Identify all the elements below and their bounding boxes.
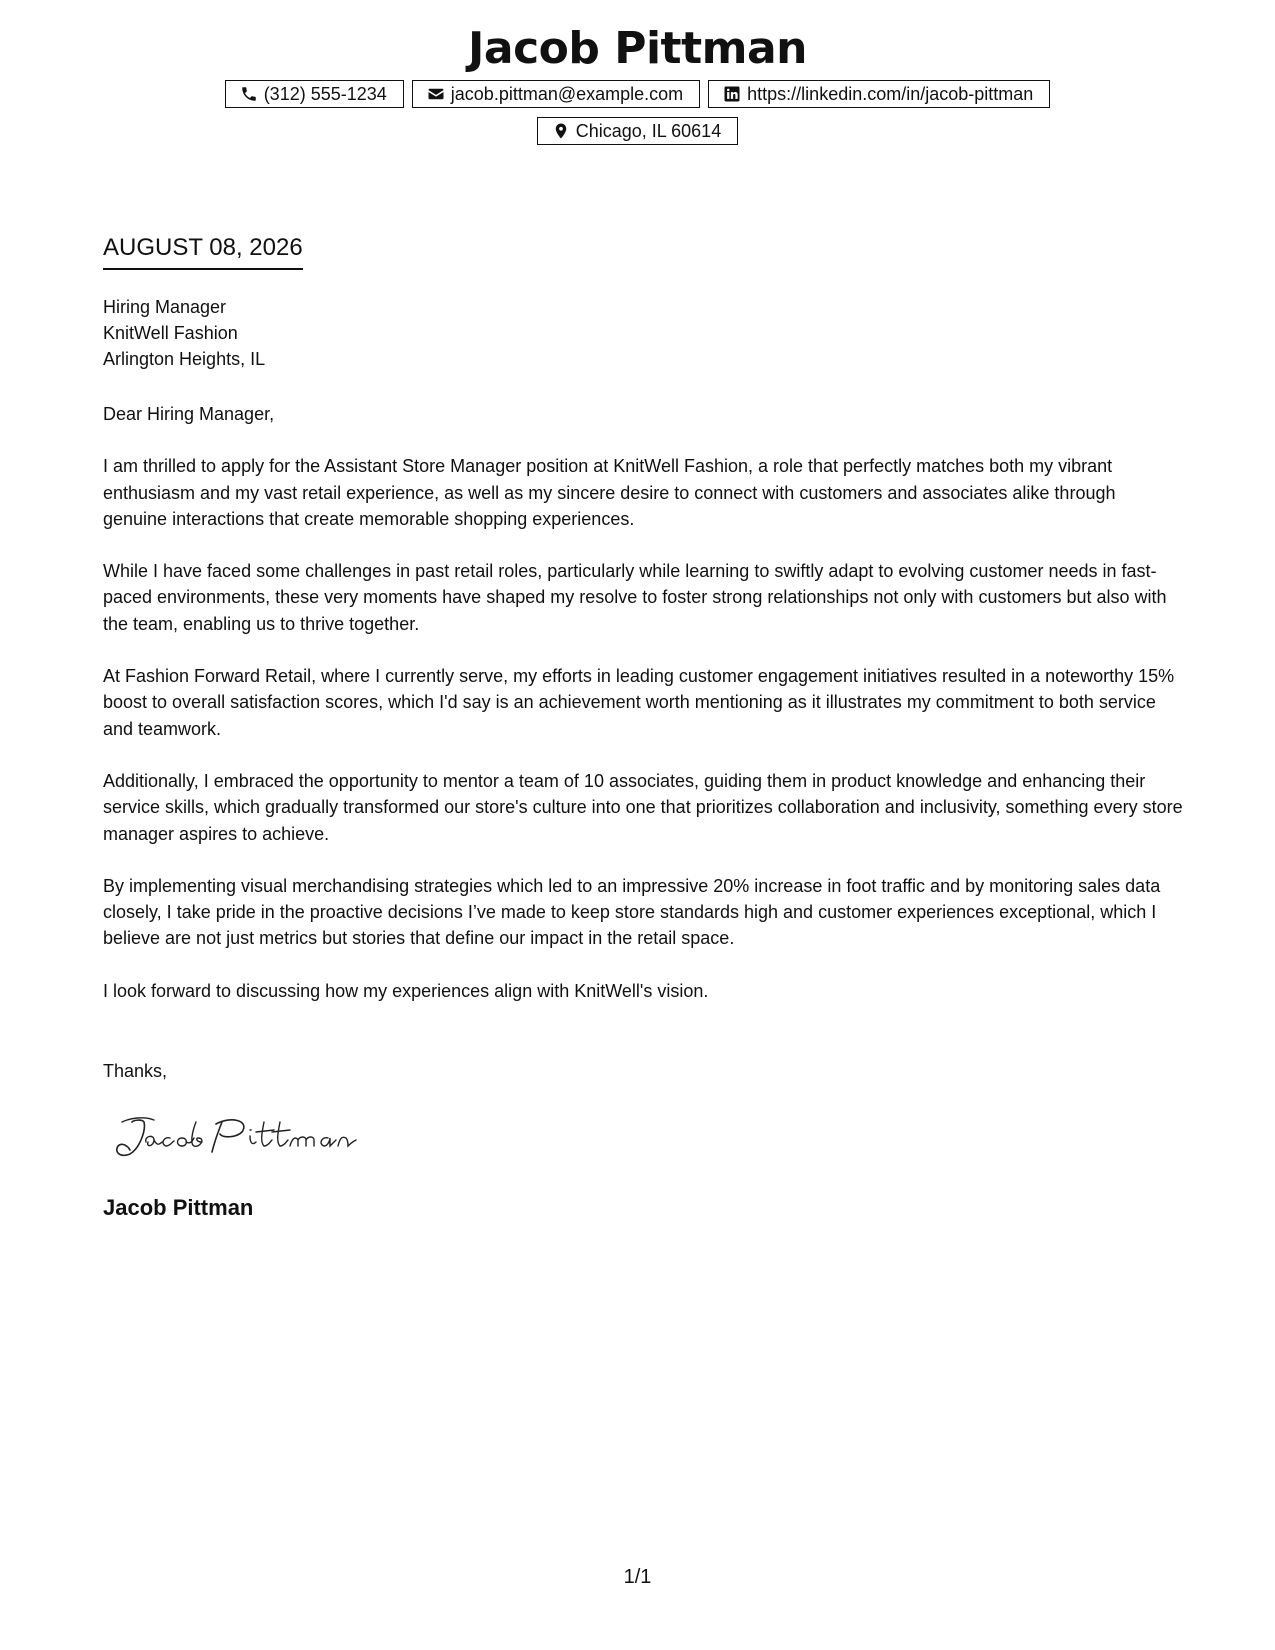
body-paragraph: By implementing visual merchandising strategies which led to an impressive 20% increase in foot traffic and by monitoring sales data closely, I take pride in the proactive decisions I’ve made to keep store standards high and customer experiences exceptional, which I believe are not just metrics but stories that define our impact in the retail space. bbox=[103, 875, 1161, 949]
handwritten-signature bbox=[110, 1108, 370, 1168]
recipient-block bbox=[103, 294, 265, 372]
recipient-title: Hiring Manager bbox=[103, 297, 227, 317]
contact-row-2 bbox=[0, 117, 1275, 145]
map-pin-icon bbox=[551, 121, 571, 141]
body-paragraph: I look forward to discussing how my experiences align with KnitWell's vision. bbox=[103, 980, 709, 1001]
letter-body bbox=[103, 401, 1183, 1030]
linkedin-text: https://linkedin.com/in/jacob-pittman bbox=[747, 83, 1034, 104]
contact-row bbox=[0, 80, 1275, 108]
body-paragraph: While I have faced some challenges in past retail roles, particularly while learning to swiftly adapt to evolving customer needs in fast-paced environments, these very moments have shaped my resolve to foster strong relationships not only with customers but also with the team, enabling us to thrive together. bbox=[103, 561, 1167, 634]
recipient-company: KnitWell Fashion bbox=[103, 323, 238, 343]
page-number: 1/1 bbox=[623, 1566, 652, 1588]
body-paragraph: Additionally, I embraced the opportunity to mentor a team of 10 associates, guiding them in product knowledge and enhancing their service skills, which gradually transformed our store's culture into one that prioritizes collaboration and inclusivity, something every store manager aspires to achieve. bbox=[103, 770, 1183, 844]
email-chip[interactable] bbox=[412, 80, 700, 108]
body-paragraph: I am thrilled to apply for the Assistant Store Manager position at KnitWell Fashion, a role that perfectly matches both my vibrant enthusiasm and my vast retail experience, as well as my sincere desire to connect with customers and associates alike through genuine interactions that create memorable shopping experiences. bbox=[103, 456, 1116, 529]
phone-chip bbox=[225, 80, 404, 108]
closing: Thanks, bbox=[103, 1061, 168, 1081]
email-text: jacob.pittman@example.com bbox=[450, 83, 684, 104]
envelope-icon bbox=[426, 84, 446, 104]
linkedin-chip[interactable] bbox=[708, 80, 1050, 108]
salutation: Dear Hiring Manager, bbox=[103, 404, 275, 424]
body-paragraph: At Fashion Forward Retail, where I currently serve, my efforts in leading customer engagement initiatives resulted in a noteworthy 15% boost to overall satisfaction scores, which I'd say is an achievement worth mentioning as it illustrates my commitment to both service and teamwork. bbox=[103, 666, 1175, 739]
applicant-name: Jacob Pittman bbox=[468, 23, 807, 74]
signer-name: Jacob Pittman bbox=[103, 1195, 254, 1220]
phone-icon bbox=[239, 84, 259, 104]
location-chip bbox=[537, 117, 738, 145]
recipient-location: Arlington Heights, IL bbox=[103, 349, 266, 369]
location-text: Chicago, IL 60614 bbox=[575, 120, 722, 141]
phone-text: (312) 555-1234 bbox=[263, 83, 387, 104]
letter-date: AUGUST 08, 2026 bbox=[103, 234, 303, 270]
linkedin-icon bbox=[722, 84, 742, 104]
